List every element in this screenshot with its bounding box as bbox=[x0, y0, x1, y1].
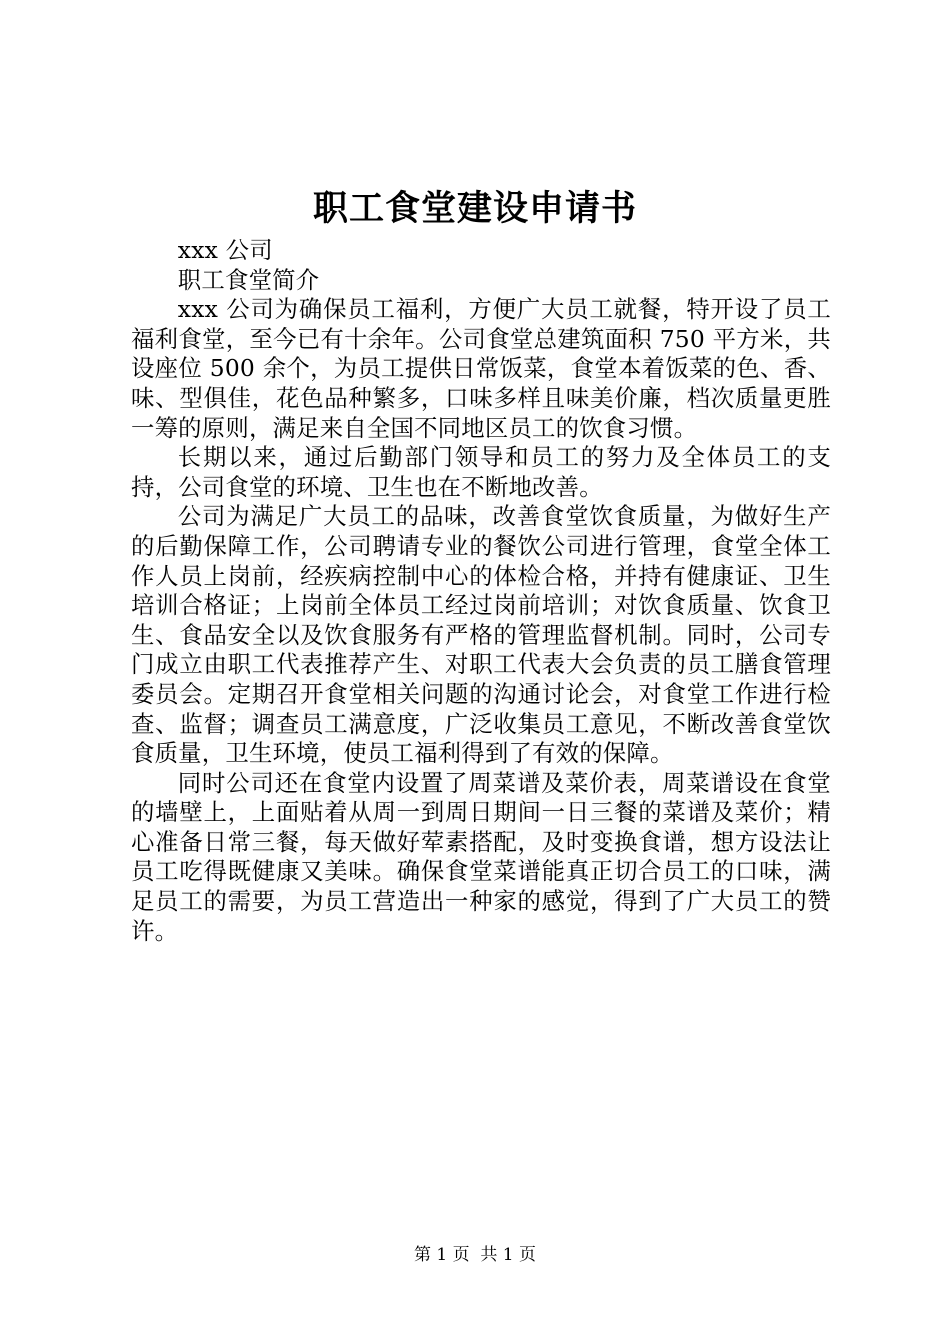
body-paragraph: 公司为满足广大员工的品味，改善食堂饮食质量，为做好生产的后勤保障工作，公司聘请专业的餐饮公司进行管理，食堂全体工作人员上岗前，经疾病控制中心的体检合格，并持有健康证、卫生培训合格证；上岗前全体员工经过岗前培训；对饮食质量、饮食卫生、食品安全以及饮食服务有严格的管理监督机制。同时，公司专门成立由职工代表推荐产生、对职工代表大会负责的员工膳食管理委员会。定期召开食堂相关问题的沟通讨论会，对食堂工作进行检查、监督；调查员工满意度，广泛收集员工意见，不断改善食堂饮食质量，卫生环境，使员工福利得到了有效的保障。 bbox=[131, 502, 831, 768]
company-name-line: xxx 公司 bbox=[177, 236, 273, 264]
page-footer bbox=[0, 1244, 950, 1266]
body-paragraph: 长期以来，通过后勤部门领导和员工的努力及全体员工的支持，公司食堂的环境、卫生也在不断地改善。 bbox=[131, 443, 831, 501]
body-paragraph: 同时公司还在食堂内设置了周菜谱及菜价表，周菜谱设在食堂的墙壁上，上面贴着从周一到周日期间一日三餐的菜谱及菜价；精心准备日常三餐，每天做好荤素搭配，及时变换食谱，想方设法让员工吃得既健康又美味。确保食堂菜谱能真正切合员工的口味，满足员工的需要，为员工营造出一种家的感觉，得到了广大员工的赞许。 bbox=[131, 768, 831, 945]
document-body bbox=[131, 236, 831, 946]
page-number: 第 1 页 bbox=[413, 1245, 470, 1265]
footer-spacer bbox=[470, 1245, 481, 1265]
body-paragraph: xxx 公司为确保员工福利，方便广大员工就餐，特开设了员工福利食堂，至今已有十余年。公司食堂总建筑面积 750 平方米，共设座位 500 余个，为员工提供日常饭菜，食堂本着饭菜的色、香、味、型俱佳，花色品种繁多，口味多样且味美价廉，档次质量更胜一筹的原则，满足来自全国不同地区员工的饮食习惯。 bbox=[131, 295, 831, 442]
total-pages: 共 1 页 bbox=[480, 1245, 537, 1265]
document-title: 职工食堂建设申请书 bbox=[312, 188, 637, 229]
section-heading: 职工食堂简介 bbox=[177, 265, 320, 294]
